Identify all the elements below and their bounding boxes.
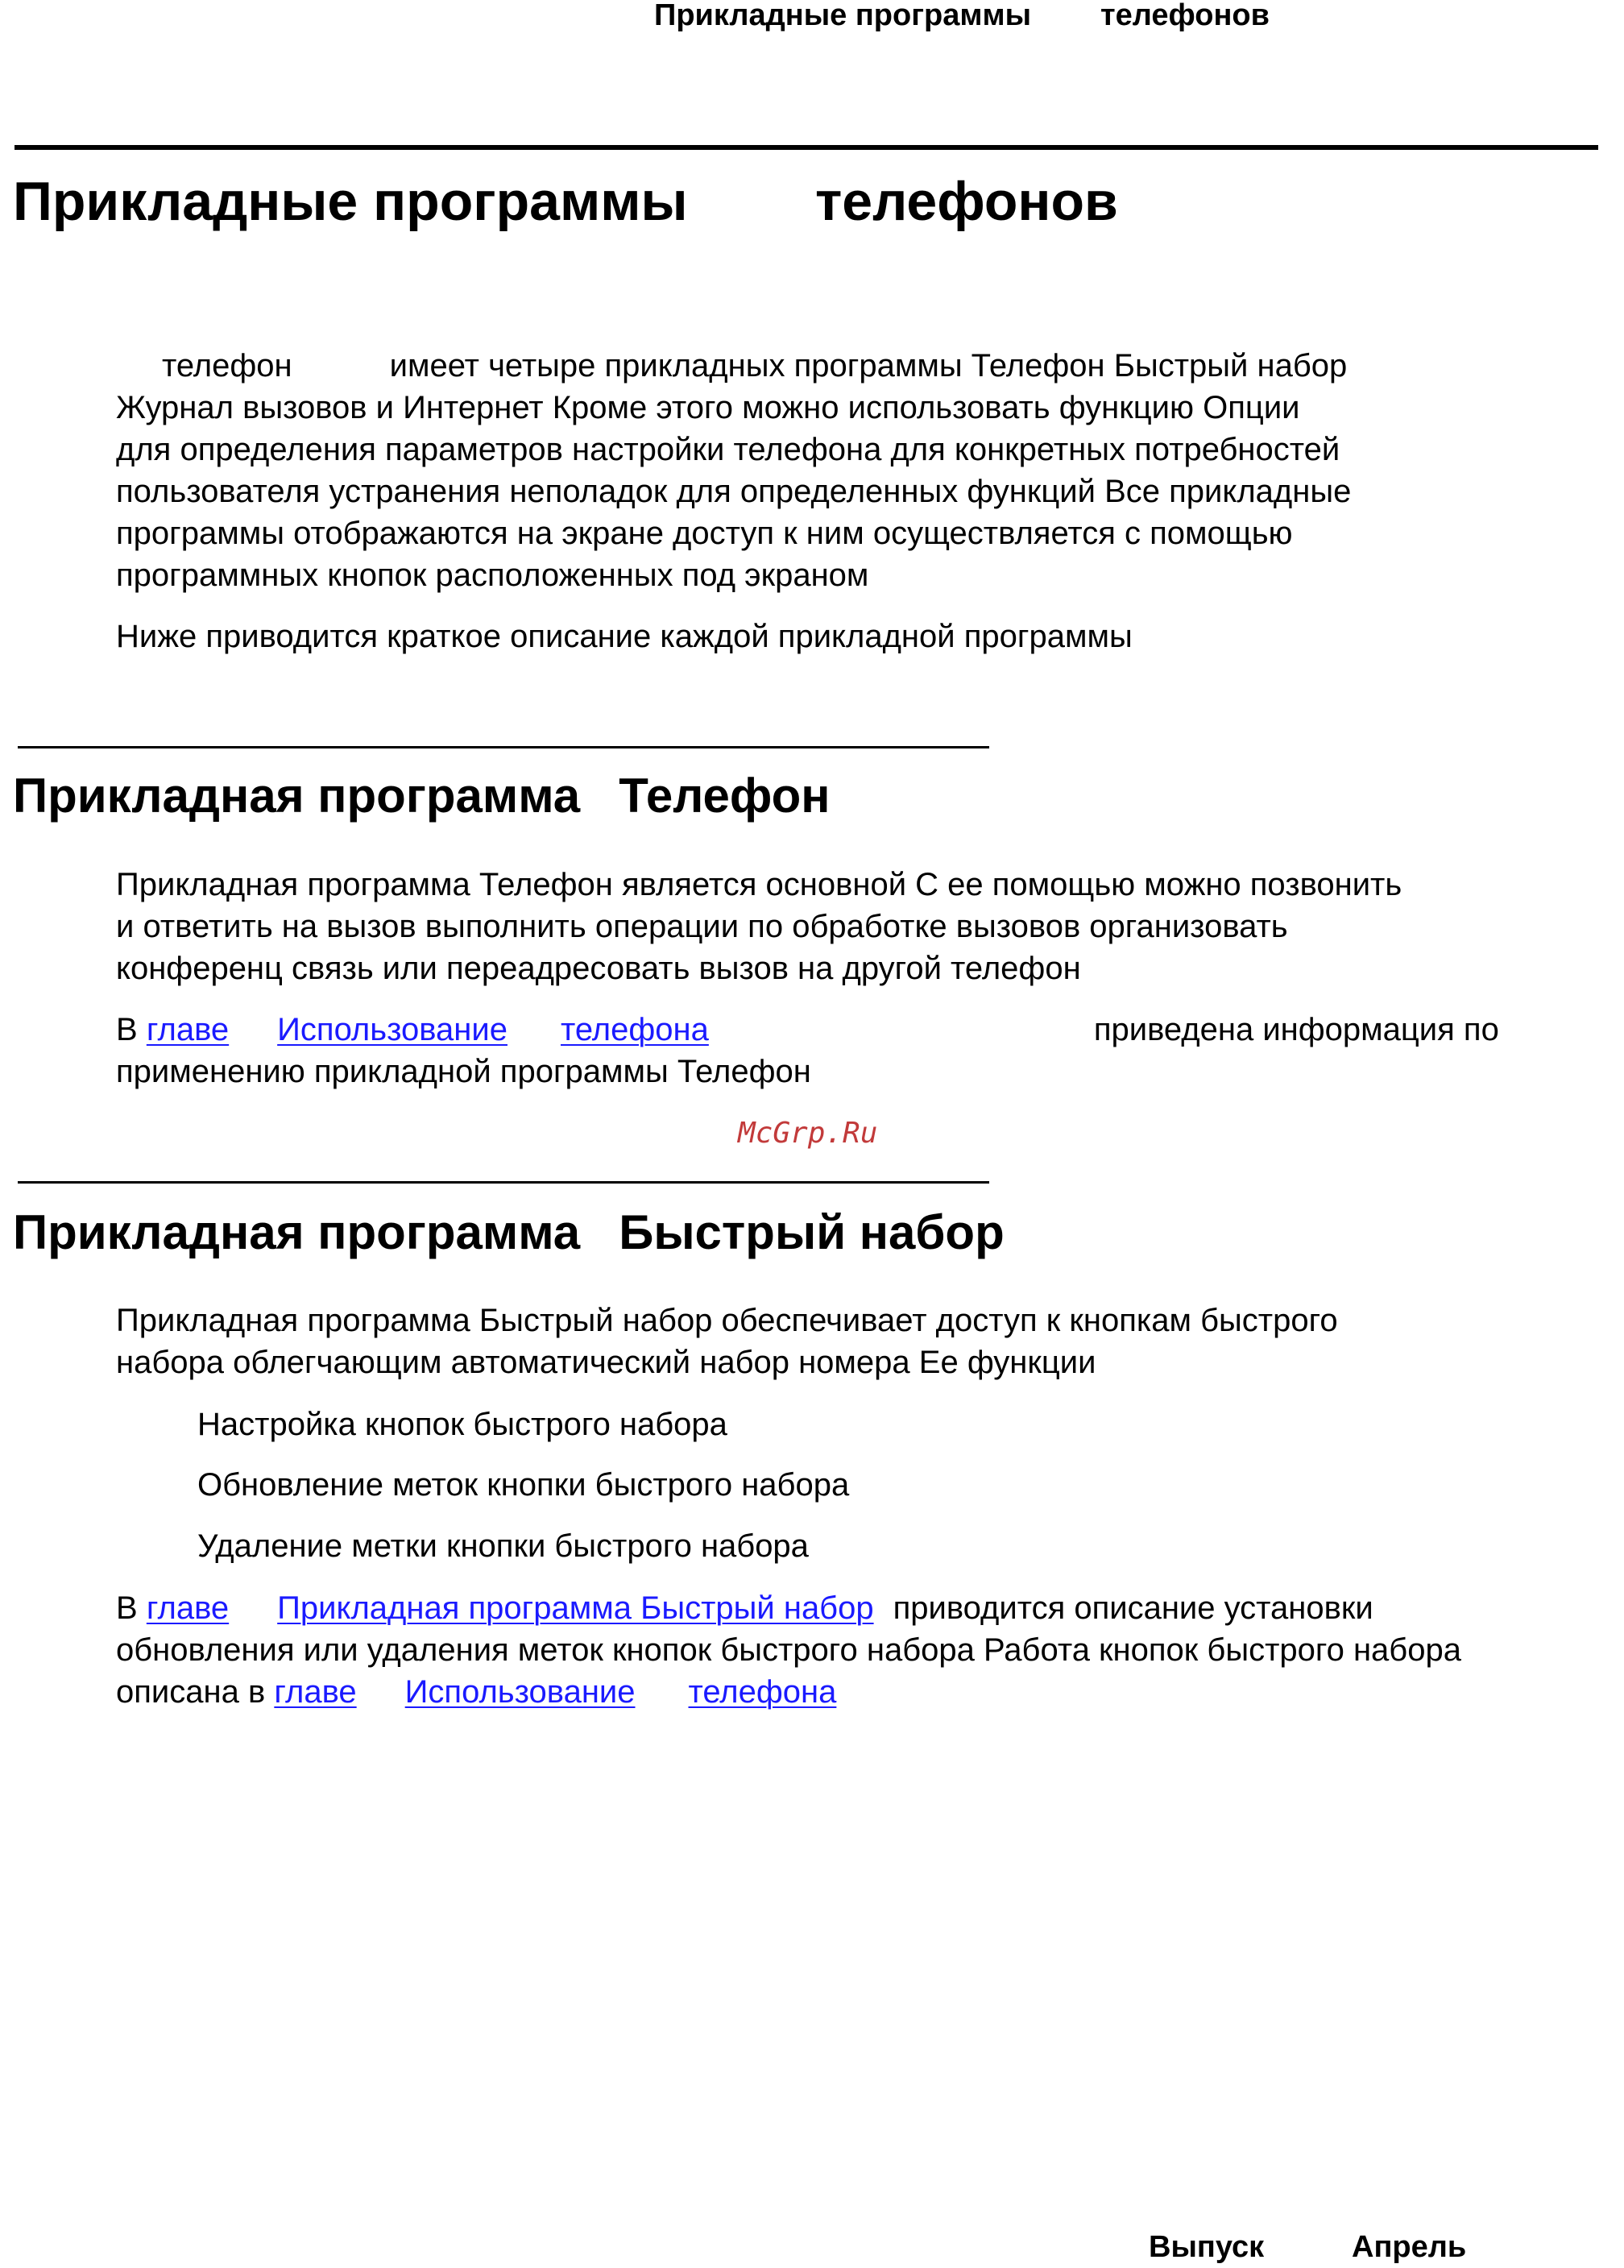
section-phone-rule	[18, 746, 989, 748]
chapter-title-part2: телефонов	[815, 171, 1118, 232]
section-phone-line-3: конференц связь или переадресовать вызов на другой телефон	[116, 951, 1081, 986]
section-speed-rule	[18, 1181, 989, 1184]
link-chapter-using-phone[interactable]	[147, 1012, 1084, 1047]
link-text-b: Использование	[277, 1012, 508, 1047]
section-speed-heading	[13, 1204, 1005, 1262]
list-item: Настройка кнопок быстрого набора	[197, 1407, 727, 1442]
section-speed-ref-line-3	[116, 1671, 1461, 1713]
section-phone-heading-a: Прикладная программа	[13, 769, 581, 823]
running-header-title: Прикладные программы	[654, 0, 1032, 32]
section-phone-line-2: и ответить на вызов выполнить операции по обработке вызовов организовать	[116, 909, 1288, 944]
watermark: McGrp.Ru	[738, 1117, 878, 1150]
section-speed-line-1: Прикладная программа Быстрый набор обеспечивает доступ к кнопкам быстрого	[116, 1303, 1338, 1338]
ref-prefix: В	[116, 1012, 138, 1047]
section-phone-paragraph	[116, 864, 1402, 989]
intro-product-word: телефон	[162, 348, 292, 384]
list-item: Обновление меток кнопки быстрого набора	[197, 1467, 850, 1503]
section-phone-heading	[13, 767, 831, 825]
link-text-a: главе	[274, 1674, 357, 1710]
chapter-title: Прикладные программы	[13, 171, 688, 232]
link-text-a: главе	[146, 1590, 230, 1626]
ref-line3-prefix: описана в	[116, 1674, 266, 1710]
link-text-c: телефона	[688, 1674, 837, 1710]
intro-line-1	[116, 345, 1351, 387]
link-text-b: Прикладная программа Быстрый набор	[277, 1590, 874, 1626]
intro-line-5: программы отображаются на экране доступ к ним осуществляется с помощью	[116, 516, 1293, 551]
intro-line-1-text: имеет четыре прикладных программы Телефон Быстрый набор	[389, 348, 1348, 384]
section-speed-paragraph	[116, 1300, 1338, 1383]
intro-line-6: программных кнопок расположенных под экраном	[116, 558, 869, 593]
footer-issue: Выпуск	[1149, 2230, 1265, 2264]
ref-suffix: приводится описание установки	[893, 1590, 1373, 1626]
section-phone-heading-b: Телефон	[619, 769, 831, 823]
intro-line-2: Журнал вызовов и Интернет Кроме этого можно использовать функцию Опции	[116, 390, 1300, 425]
section-speed-line-2: набора облегчающим автоматический набор номера Ее функции	[116, 1345, 1096, 1380]
section-phone-reference	[116, 1009, 1499, 1093]
list-item: Удаление метки кнопки быстрого набора	[197, 1528, 809, 1564]
section-phone-ref-line-1	[116, 1009, 1499, 1051]
section-speed-ref-line-1	[116, 1587, 1461, 1629]
footer-month: Апрель	[1352, 2230, 1467, 2264]
intro-line-4: пользователя устранения неполадок для определенных функций Все прикладные	[116, 474, 1352, 509]
link-chapter-speed-dial[interactable]	[147, 1590, 884, 1626]
ref-suffix: приведена информация по	[1093, 1012, 1499, 1047]
link-text-c: телефона	[560, 1012, 709, 1047]
section-phone-ref-line-2: применению прикладной программы Телефон	[116, 1054, 811, 1089]
running-header-subtitle: телефонов	[1100, 0, 1270, 32]
section-phone-line-1: Прикладная программа Телефон является основной С ее помощью можно позвонить	[116, 867, 1402, 902]
link-chapter-using-phone-2[interactable]	[274, 1674, 1212, 1710]
intro-paragraph	[116, 345, 1351, 596]
section-speed-heading-b: Быстрый набор	[619, 1205, 1005, 1259]
link-text-a: главе	[146, 1012, 230, 1047]
section-speed-reference	[116, 1587, 1461, 1713]
top-rule	[14, 145, 1598, 150]
link-text-b: Использование	[404, 1674, 636, 1710]
ref-prefix: В	[116, 1590, 138, 1626]
intro-summary: Ниже приводится краткое описание каждой прикладной программы	[116, 619, 1133, 654]
section-speed-ref-line-2: обновления или удаления меток кнопок быстрого набора Работа кнопок быстрого набора	[116, 1632, 1461, 1668]
section-speed-heading-a: Прикладная программа	[13, 1205, 581, 1259]
intro-line-3: для определения параметров настройки телефона для конкретных потребностей	[116, 432, 1340, 467]
